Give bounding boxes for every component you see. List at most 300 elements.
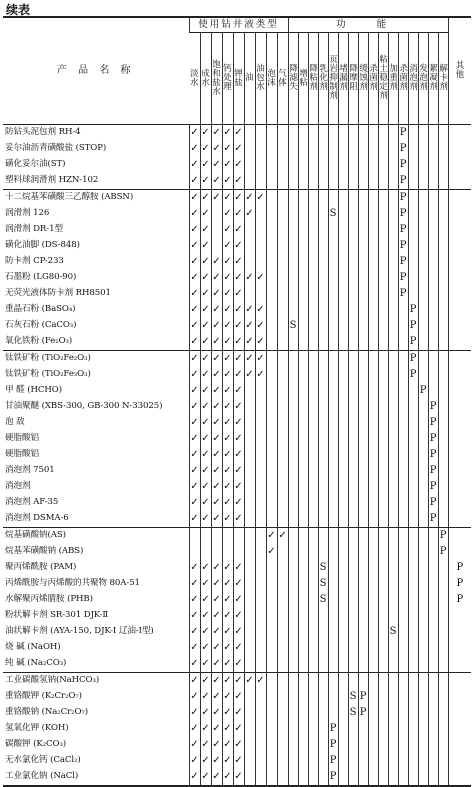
function-cell <box>348 254 358 270</box>
function-cell <box>288 479 298 495</box>
fluid-type-cell: ✓ <box>211 705 222 721</box>
function-cell <box>288 576 298 592</box>
function-cell <box>378 238 388 254</box>
fluid-type-cell <box>277 479 288 495</box>
function-cell <box>298 222 308 238</box>
fluid-type-cell <box>266 254 277 270</box>
function-cell <box>408 286 418 302</box>
function-cell <box>338 689 348 705</box>
function-cell <box>438 576 448 592</box>
function-cell <box>298 431 308 447</box>
function-cell <box>368 463 378 479</box>
column-header-function-3: 乳化剂 <box>318 33 328 125</box>
function-cell <box>288 415 298 431</box>
other-cell <box>448 608 471 624</box>
function-cell <box>428 640 438 656</box>
function-cell <box>418 238 428 254</box>
fluid-type-cell <box>255 721 266 737</box>
fluid-type-cell <box>244 431 255 447</box>
table-row <box>3 334 471 351</box>
product-name: 钛铁矿粉 (TiO₂Fe₃O₃) <box>5 369 91 380</box>
fluid-type-cell <box>244 753 255 769</box>
fluid-type-cell: ✓ <box>233 608 244 624</box>
function-cell <box>408 383 418 399</box>
function-cell <box>388 222 398 238</box>
function-cell <box>298 737 308 753</box>
function-cell <box>438 270 448 286</box>
function-cell <box>438 190 448 207</box>
function-cell <box>348 125 358 142</box>
function-cell <box>338 254 348 270</box>
function-cell <box>298 479 308 495</box>
function-cell <box>398 656 408 673</box>
function-cell <box>438 624 448 640</box>
fluid-type-cell: ✓ <box>200 206 211 222</box>
function-cell <box>408 560 418 576</box>
fluid-type-cell: ✓ <box>189 157 200 173</box>
function-cell <box>408 592 418 608</box>
other-cell <box>448 254 471 270</box>
column-header-function-15: 解卡剂 <box>438 33 448 125</box>
function-cell <box>438 592 448 608</box>
fluid-type-cell <box>244 286 255 302</box>
function-cell <box>378 415 388 431</box>
fluid-type-cell: ✓ <box>189 624 200 640</box>
function-cell <box>438 334 448 351</box>
function-cell <box>388 673 398 690</box>
fluid-type-cell <box>189 544 200 560</box>
fluid-type-cell: ✓ <box>189 673 200 690</box>
fluid-type-cell <box>266 190 277 207</box>
table-row <box>3 270 471 286</box>
function-cell <box>418 753 428 769</box>
function-cell <box>358 302 368 318</box>
fluid-type-cell: ✓ <box>200 157 211 173</box>
fluid-type-cell: ✓ <box>222 157 233 173</box>
function-cell <box>298 334 308 351</box>
fluid-type-cell <box>277 286 288 302</box>
table-row <box>3 479 471 495</box>
function-cell: P <box>428 463 438 479</box>
fluid-type-cell: ✓ <box>189 415 200 431</box>
function-cell <box>338 705 348 721</box>
function-cell <box>298 367 308 383</box>
function-cell <box>298 190 308 207</box>
function-cell <box>328 495 338 511</box>
fluid-type-cell <box>266 737 277 753</box>
fluid-type-cell: ✓ <box>233 367 244 383</box>
fluid-type-cell <box>277 206 288 222</box>
fluid-type-cell <box>277 769 288 786</box>
function-cell <box>368 673 378 690</box>
function-cell <box>378 673 388 690</box>
function-cell <box>408 576 418 592</box>
function-cell <box>408 705 418 721</box>
fluid-type-cell <box>277 383 288 399</box>
function-cell <box>408 270 418 286</box>
fluid-type-cell: ✓ <box>211 640 222 656</box>
function-cell <box>388 528 398 545</box>
fluid-type-cell <box>255 383 266 399</box>
function-cell <box>358 576 368 592</box>
fluid-type-cell <box>277 624 288 640</box>
fluid-type-cell: ✓ <box>222 254 233 270</box>
fluid-type-cell <box>200 544 211 560</box>
column-header-fluid-7: 泡沫 <box>266 33 277 125</box>
column-header-fluid-4: 钾盐 <box>233 33 244 125</box>
fluid-type-cell: ✓ <box>233 689 244 705</box>
fluid-type-cell: ✓ <box>222 463 233 479</box>
function-cell <box>368 270 378 286</box>
function-cell <box>308 302 318 318</box>
other-cell <box>448 302 471 318</box>
fluid-type-cell <box>244 528 255 545</box>
function-cell <box>318 351 328 368</box>
function-cell: S <box>318 592 328 608</box>
fluid-type-cell: ✓ <box>189 270 200 286</box>
function-cell <box>338 351 348 368</box>
fluid-type-cell: ✓ <box>200 753 211 769</box>
function-cell <box>398 721 408 737</box>
function-cell <box>418 222 428 238</box>
function-cell <box>288 238 298 254</box>
other-cell <box>448 270 471 286</box>
fluid-type-cell <box>255 463 266 479</box>
fluid-type-cell: ✓ <box>200 222 211 238</box>
function-cell <box>318 673 328 690</box>
fluid-type-cell <box>244 495 255 511</box>
product-name: 氧化铁粉 (Fe₂O₃) <box>5 336 73 347</box>
fluid-type-cell: ✓ <box>211 254 222 270</box>
function-cell <box>368 592 378 608</box>
function-cell <box>358 624 368 640</box>
function-cell <box>308 721 318 737</box>
fluid-type-cell <box>266 479 277 495</box>
fluid-type-cell: ✓ <box>233 270 244 286</box>
function-cell <box>308 640 318 656</box>
fluid-type-cell <box>244 157 255 173</box>
fluid-type-cell: ✓ <box>233 656 244 673</box>
function-cell <box>318 495 328 511</box>
fluid-type-cell: ✓ <box>222 399 233 415</box>
fluid-type-cell: ✓ <box>200 447 211 463</box>
fluid-type-cell: ✓ <box>200 640 211 656</box>
product-name: 石墨粉 (LG80-90) <box>5 272 77 283</box>
function-cell <box>368 318 378 334</box>
function-cell <box>428 334 438 351</box>
column-header-function-2: 降粘剂 <box>308 33 318 125</box>
fluid-type-cell: ✓ <box>189 318 200 334</box>
function-cell <box>328 318 338 334</box>
fluid-type-cell: ✓ <box>222 190 233 207</box>
function-cell <box>318 222 328 238</box>
fluid-type-cell: ✓ <box>211 689 222 705</box>
table-row <box>3 721 471 737</box>
fluid-type-cell: ✓ <box>233 447 244 463</box>
fluid-type-cell <box>277 238 288 254</box>
function-cell <box>438 383 448 399</box>
fluid-type-cell: ✓ <box>233 173 244 190</box>
function-cell <box>348 721 358 737</box>
other-cell <box>448 222 471 238</box>
fluid-type-cell: ✓ <box>211 334 222 351</box>
product-name: 工业碳酸氢钠(NaHCO₃) <box>3 673 189 690</box>
other-cell <box>448 383 471 399</box>
function-cell <box>378 560 388 576</box>
function-cell <box>318 206 328 222</box>
fluid-type-cell <box>277 447 288 463</box>
function-cell <box>388 640 398 656</box>
function-cell <box>328 351 338 368</box>
function-cell <box>418 318 428 334</box>
function-cell <box>398 463 408 479</box>
function-cell <box>358 737 368 753</box>
function-cell <box>288 592 298 608</box>
table-row <box>3 463 471 479</box>
function-cell <box>418 495 428 511</box>
function-cell <box>418 479 428 495</box>
fluid-type-cell <box>244 383 255 399</box>
function-cell <box>408 479 418 495</box>
product-name: 硬脂酸铝 <box>5 449 39 460</box>
function-cell <box>338 560 348 576</box>
fluid-type-cell <box>255 608 266 624</box>
function-cell <box>298 141 308 157</box>
function-cell <box>338 463 348 479</box>
function-cell <box>408 544 418 560</box>
function-cell <box>308 351 318 368</box>
function-cell <box>418 576 428 592</box>
function-cell <box>388 769 398 786</box>
function-cell <box>388 318 398 334</box>
function-cell <box>298 495 308 511</box>
fluid-type-cell: ✓ <box>211 141 222 157</box>
function-cell <box>338 431 348 447</box>
fluid-type-cell <box>266 173 277 190</box>
function-cell: P <box>398 141 408 157</box>
fluid-type-cell <box>255 495 266 511</box>
function-cell: P <box>428 415 438 431</box>
fluid-type-cell <box>266 334 277 351</box>
fluid-type-cell <box>266 125 277 142</box>
function-cell <box>408 640 418 656</box>
fluid-type-cell: ✓ <box>233 238 244 254</box>
fluid-type-cell: ✓ <box>222 334 233 351</box>
function-cell <box>318 705 328 721</box>
fluid-type-cell <box>277 222 288 238</box>
fluid-type-cell: ✓ <box>233 286 244 302</box>
fluid-type-cell <box>277 673 288 690</box>
function-cell <box>338 318 348 334</box>
function-cell <box>368 624 378 640</box>
product-name: 烷基磺酸钠(AS) <box>3 528 189 545</box>
function-cell <box>378 753 388 769</box>
function-cell <box>438 689 448 705</box>
fluid-type-cell: ✓ <box>189 479 200 495</box>
function-cell <box>418 415 428 431</box>
fluid-type-cell <box>277 463 288 479</box>
function-cell <box>328 238 338 254</box>
function-cell <box>418 624 428 640</box>
function-cell <box>308 270 318 286</box>
fluid-type-cell: ✓ <box>211 721 222 737</box>
table-row <box>3 753 471 769</box>
function-cell <box>428 254 438 270</box>
table-row <box>3 399 471 415</box>
function-cell: P <box>398 173 408 190</box>
function-cell <box>388 415 398 431</box>
fluid-type-cell: ✓ <box>189 190 200 207</box>
function-cell: S <box>348 705 358 721</box>
fluid-type-cell <box>277 656 288 673</box>
function-cell <box>308 190 318 207</box>
function-cell <box>358 544 368 560</box>
table-row <box>3 206 471 222</box>
function-cell <box>318 318 328 334</box>
fluid-type-cell: ✓ <box>222 689 233 705</box>
function-cell <box>288 544 298 560</box>
page-title: 续表 <box>6 3 31 17</box>
function-cell <box>318 511 328 528</box>
fluid-type-cell <box>266 270 277 286</box>
column-header-fluid-1: 成水 <box>200 33 211 125</box>
function-cell <box>388 351 398 368</box>
function-cell <box>438 254 448 270</box>
fluid-type-cell <box>244 624 255 640</box>
group-header-function: 功 能 <box>288 17 448 33</box>
other-cell <box>448 769 471 786</box>
fluid-type-cell: ✓ <box>255 318 266 334</box>
function-cell <box>338 479 348 495</box>
function-cell <box>288 254 298 270</box>
function-cell: P <box>438 528 448 545</box>
fluid-type-cell <box>277 737 288 753</box>
function-cell <box>288 447 298 463</box>
function-cell <box>288 753 298 769</box>
function-cell <box>428 624 438 640</box>
product-function-table <box>3 16 471 787</box>
fluid-type-cell: ✓ <box>222 608 233 624</box>
function-cell <box>378 640 388 656</box>
function-cell <box>408 689 418 705</box>
fluid-type-cell <box>255 576 266 592</box>
fluid-type-cell: ✓ <box>211 576 222 592</box>
fluid-type-cell <box>244 576 255 592</box>
function-cell <box>378 173 388 190</box>
fluid-type-cell <box>255 528 266 545</box>
function-cell <box>288 334 298 351</box>
fluid-type-cell: ✓ <box>222 270 233 286</box>
fluid-type-cell: ✓ <box>222 479 233 495</box>
other-cell: P <box>448 560 471 576</box>
fluid-type-cell: ✓ <box>200 318 211 334</box>
function-cell <box>358 125 368 142</box>
function-cell <box>378 592 388 608</box>
function-cell <box>408 222 418 238</box>
fluid-type-cell <box>233 544 244 560</box>
function-cell <box>318 399 328 415</box>
function-cell <box>288 367 298 383</box>
function-cell <box>378 206 388 222</box>
function-cell <box>328 511 338 528</box>
fluid-type-cell: ✓ <box>189 286 200 302</box>
function-cell <box>358 640 368 656</box>
function-cell: P <box>428 495 438 511</box>
function-cell <box>338 190 348 207</box>
function-cell <box>348 206 358 222</box>
fluid-type-cell: ✓ <box>189 689 200 705</box>
fluid-type-cell: ✓ <box>200 737 211 753</box>
function-cell <box>348 576 358 592</box>
function-cell <box>398 640 408 656</box>
fluid-type-cell: ✓ <box>233 157 244 173</box>
function-cell <box>318 656 328 673</box>
function-cell <box>428 656 438 673</box>
function-cell <box>308 399 318 415</box>
function-cell <box>438 351 448 368</box>
fluid-type-cell: ✓ <box>255 673 266 690</box>
function-cell <box>438 737 448 753</box>
function-cell <box>328 141 338 157</box>
function-cell <box>378 157 388 173</box>
fluid-type-cell: ✓ <box>200 495 211 511</box>
function-cell <box>428 270 438 286</box>
function-cell <box>408 656 418 673</box>
fluid-type-cell: ✓ <box>255 351 266 368</box>
fluid-type-cell: ✓ <box>189 511 200 528</box>
function-cell <box>388 753 398 769</box>
fluid-type-cell <box>277 351 288 368</box>
function-cell <box>358 334 368 351</box>
fluid-type-cell: ✓ <box>233 334 244 351</box>
function-cell <box>298 640 308 656</box>
function-cell <box>418 334 428 351</box>
column-header-function-0: 降滤失 <box>288 33 298 125</box>
fluid-type-cell: ✓ <box>222 367 233 383</box>
fluid-type-cell: ✓ <box>189 334 200 351</box>
function-cell <box>368 576 378 592</box>
fluid-type-cell: ✓ <box>211 479 222 495</box>
product-name: 丙烯酰胺与丙烯酸的共聚物 80A-51 <box>5 578 140 589</box>
fluid-type-cell: ✓ <box>233 302 244 318</box>
fluid-type-cell: ✓ <box>211 673 222 690</box>
fluid-type-cell <box>244 141 255 157</box>
function-cell <box>308 528 318 545</box>
function-cell <box>388 576 398 592</box>
other-cell <box>448 753 471 769</box>
fluid-type-cell: ✓ <box>211 157 222 173</box>
function-cell <box>418 270 428 286</box>
function-cell <box>428 173 438 190</box>
product-name: 氢氧化钾 (KOH) <box>5 723 69 734</box>
function-cell <box>288 769 298 786</box>
function-cell <box>378 624 388 640</box>
other-cell <box>448 479 471 495</box>
fluid-type-cell: ✓ <box>211 415 222 431</box>
function-cell <box>338 206 348 222</box>
table-row <box>3 447 471 463</box>
fluid-type-cell <box>277 125 288 142</box>
function-cell <box>378 528 388 545</box>
function-cell <box>318 544 328 560</box>
function-cell: P <box>398 270 408 286</box>
function-cell <box>408 769 418 786</box>
function-cell <box>328 399 338 415</box>
function-cell <box>348 141 358 157</box>
fluid-type-cell: ✓ <box>222 753 233 769</box>
other-cell <box>448 334 471 351</box>
function-cell <box>338 367 348 383</box>
